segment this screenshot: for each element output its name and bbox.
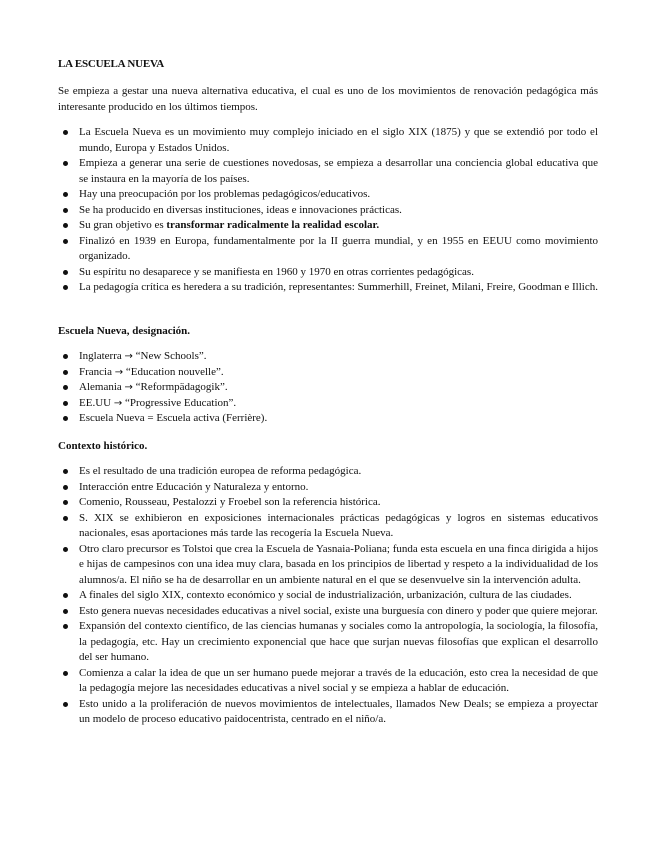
arrow-right-icon: →	[113, 397, 123, 409]
list-item: A finales del siglo XIX, contexto económico y social de industrialización, urbanización, cultura de las ciudades.	[62, 588, 598, 604]
list-item: Esto genera nuevas necesidades educativas a nivel social, existe una burguesía con dinero y poder que quiere mejorar.	[62, 604, 598, 620]
list-item: Interacción entre Educación y Naturaleza y entorno.	[62, 480, 598, 496]
list-item	[62, 396, 598, 412]
list-item-text: Su gran objetivo es	[79, 219, 167, 231]
country-text: Inglaterra	[79, 350, 122, 362]
list-item: Empieza a generar una serie de cuestiones novedosas, se empieza a desarrollar una conciencia global educativa que se instaura en la mayoría de los países.	[62, 156, 598, 187]
school-name-text: “Education nouvelle”.	[125, 365, 224, 378]
list-item: Comienza a calar la idea de que un ser humano puede mejorar a través de la educación, esto crea la necesidad de que la pedagogía mejore las necesidades educativas a nivel social y se empieza a hablar de educación.	[62, 666, 598, 697]
country-text: Alemania	[79, 381, 122, 393]
list-item: Esto unido a la proliferación de nuevos movimientos de intelectuales, llamados New Deals; se empieza a proyectar un modelo de proceso educativo paidocentrista, centrado en el niño/a.	[62, 697, 598, 728]
arrow-right-icon: →	[124, 351, 133, 362]
list-item: Otro claro precursor es Tolstoi que crea la Escuela de Yasnaia-Poliana; funda esta escuela en una finca dirigida a hijos e hijas de campesinos con una idea muy clara, basada en los principios de libertad y respeto a la individualidad de los alumnos/a. El niño se ha de desarrollar en un ambiente natural en el que se desenvuelve sin la intervención adulta.	[62, 542, 598, 589]
country-text: Francia	[79, 365, 112, 378]
list-item: S. XIX se exhibieron en exposiciones internacionales prácticas pedagógicas y logros en sistemas educativos nacionales, esas aportaciones más tarde las recogería la Escuela Nueva.	[62, 511, 598, 542]
arrow-right-icon: →	[124, 382, 133, 393]
list-item: Expansión del contexto científico, de las ciencias humanas y sociales como la antropología, la sociología, la filosofía, la pedagogía, etc. Hay un crecimiento exponencial que hace que surjan nuevas filosofías que explican el desarrollo del ser humano.	[62, 619, 598, 666]
school-name-text: “Reformpädagogik”.	[135, 381, 228, 393]
list-item	[62, 349, 598, 365]
section-heading-contexto: Contexto histórico.	[58, 440, 148, 452]
school-name-text: “New Schools”.	[135, 350, 207, 362]
list-item: Escuela Nueva = Escuela activa (Ferrière).	[62, 411, 598, 427]
list-item: Hay una preocupación por los problemas pedagógicos/educativos.	[62, 187, 598, 203]
list-item: La pedagogía crítica es heredera a su tradición, representantes: Summerhill, Freinet, Milani, Freire, Goodman e Illich.	[62, 280, 598, 296]
designation-list	[62, 349, 598, 427]
list-item: Se ha producido en diversas instituciones, ideas e innovaciones prácticas.	[62, 203, 598, 219]
page-title: LA ESCUELA NUEVA	[58, 58, 165, 70]
overview-list	[62, 125, 598, 296]
context-list	[62, 464, 598, 728]
list-item: Finalizó en 1939 en Europa, fundamentalmente por la II guerra mundial, y en 1955 en EEUU como movimiento organizado.	[62, 234, 598, 265]
intro-paragraph: Se empieza a gestar una nueva alternativa educativa, el cual es uno de los movimientos de renovación pedagógica más interesante producido en los últimos tiempos.	[58, 85, 598, 113]
list-item	[62, 380, 598, 396]
school-name-text: “Progressive Education”.	[124, 396, 237, 409]
list-item	[62, 365, 598, 381]
objective-bold-text: transformar radicalmente la realidad escolar.	[166, 219, 380, 231]
list-item	[62, 218, 598, 234]
list-item: La Escuela Nueva es un movimiento muy complejo iniciado en el siglo XIX (1875) y que se extendió por todo el mundo, Europa y Estados Unidos.	[62, 125, 598, 156]
country-text: EE.UU	[79, 396, 112, 409]
list-item: Su espíritu no desaparece y se manifiesta en 1960 y 1970 en otras corrientes pedagógicas.	[62, 265, 598, 281]
section-heading-designacion: Escuela Nueva, designación.	[58, 325, 191, 337]
list-item: Comenio, Rousseau, Pestalozzi y Froebel son la referencia histórica.	[62, 495, 598, 511]
list-item: Es el resultado de una tradición europea de reforma pedagógica.	[62, 464, 598, 480]
arrow-right-icon: →	[114, 366, 124, 378]
